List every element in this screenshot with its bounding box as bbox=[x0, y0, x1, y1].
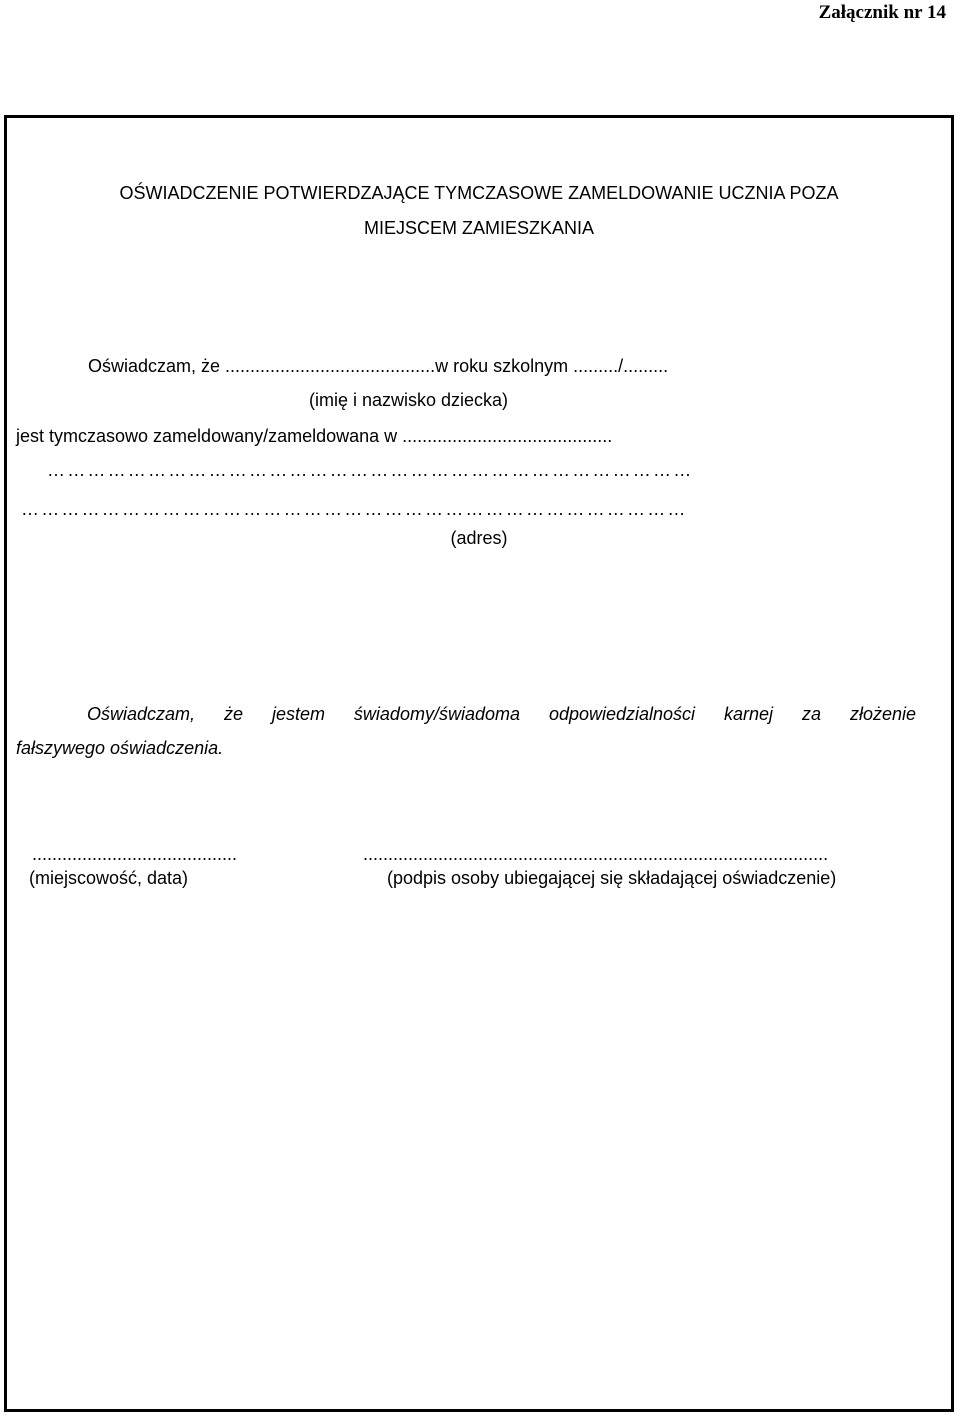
responsibility-line-1: Oświadczam, że jestem świadomy/świadoma odpowiedzialności karnej za złożenie bbox=[87, 704, 916, 724]
child-name-hint: (imię i nazwisko dziecka) bbox=[309, 390, 509, 410]
address-hint: (adres) bbox=[450, 528, 508, 548]
form-title-line-2: MIEJSCEM ZAMIESZKANIA bbox=[363, 218, 595, 238]
statement-registration-line: jest tymczasowo zameldowany/zameldowana w .......................................... bbox=[16, 426, 613, 446]
annex-label: Załącznik nr 14 bbox=[818, 2, 946, 23]
address-dots-line-1: …………………………………………………………………………………… bbox=[47, 460, 694, 480]
responsibility-line-2: fałszywego oświadczenia. bbox=[16, 738, 224, 758]
place-date-dots: ......................................... bbox=[32, 844, 238, 864]
address-dots-line-2: ……………………………………………………………………………………… bbox=[21, 499, 688, 519]
form-frame bbox=[4, 115, 954, 1412]
form-title-line-1: OŚWIADCZENIE POTWIERDZAJĄCE TYMCZASOWE ZAMELDOWANIE UCZNIA POZA bbox=[119, 183, 839, 203]
signature-dots: ............................................................................................. bbox=[363, 844, 829, 864]
signature-hint: (podpis osoby ubiegającej się składającej oświadczenie) bbox=[387, 868, 837, 888]
place-date-hint: (miejscowość, data) bbox=[29, 868, 189, 888]
statement-child-line: Oświadczam, że ..........................................w roku szkolnym ........./......... bbox=[88, 356, 669, 376]
